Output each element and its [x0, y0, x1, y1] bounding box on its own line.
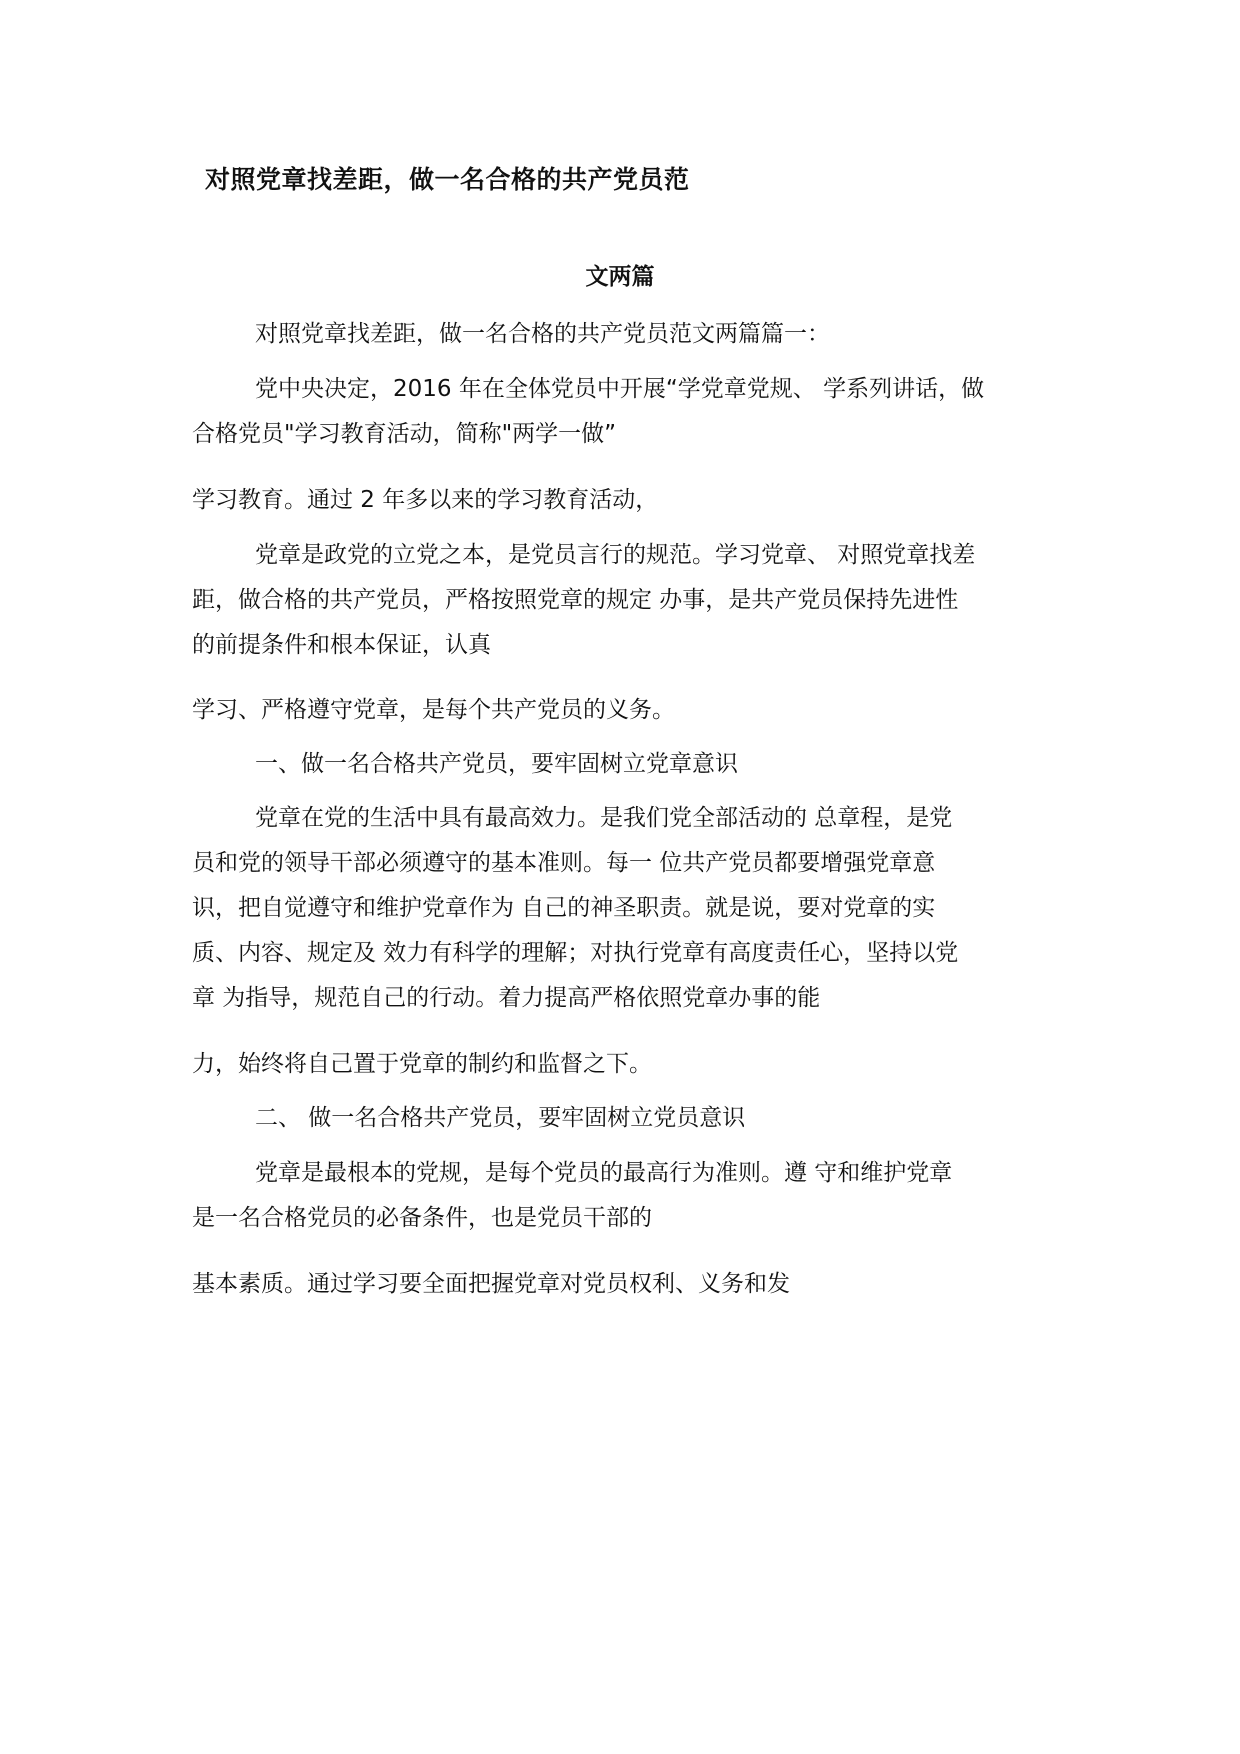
paragraph [192, 533, 1072, 668]
section-heading-one [192, 742, 1072, 787]
paragraph-line: 质、内容、规定及 效力有科学的理解；对执行党章有高度责任心，坚持以党 [192, 940, 959, 966]
paragraph-line: 对照党章找差距，做一名合格的共产党员范文两篇篇一： [255, 321, 830, 347]
document-title: 对照党章找差距，做一名合格的共产党员范 [205, 165, 690, 194]
paragraph-line: 章 为指导，规范自己的行动。着力提高严格依照党章办事的能 [192, 985, 821, 1011]
paragraph-line: 距，做合格的共产党员，严格按照党章的规定 办事，是共产党员保持先进性 [192, 587, 959, 613]
paragraph [192, 367, 1072, 457]
section-heading-two [192, 1096, 1072, 1141]
paragraph [192, 312, 1072, 357]
paragraph-line: 一、做一名合格共产党员，要牢固树立党章意识 [255, 751, 738, 777]
paragraph-line: 是一名合格党员的必备条件，也是党员干部的 [192, 1205, 652, 1231]
paragraph-line: 学习教育。通过 2 年多以来的学习教育活动， [192, 487, 659, 513]
document-subtitle: 文两篇 [585, 264, 655, 290]
paragraph-line: 识，把自觉遵守和维护党章作为 自己的神圣职责。就是说，要对党章的实 [192, 895, 936, 921]
paragraph [192, 1262, 1072, 1307]
paragraph-line: 力，始终将自己置于党章的制约和监督之下。 [192, 1051, 652, 1077]
paragraph-line: 合格党员"学习教育活动，简称"两学一做” [192, 421, 617, 447]
paragraph-line: 党章在党的生活中具有最高效力。是我们党全部活动的 总章程，是党 [255, 805, 953, 831]
paragraph-line: 的前提条件和根本保证，认真 [192, 632, 491, 658]
paragraph [192, 796, 1072, 1021]
paragraph-line: 学习、严格遵守党章，是每个共产党员的义务。 [192, 697, 675, 723]
paragraph-line: 党章是最根本的党规，是每个党员的最高行为准则。遵 守和维护党章 [255, 1160, 953, 1186]
paragraph-line: 二、 做一名合格共产党员，要牢固树立党员意识 [255, 1105, 746, 1131]
paragraph [192, 688, 1072, 733]
paragraph [192, 1042, 1072, 1087]
paragraph-line: 党章是政党的立党之本，是党员言行的规范。学习党章、 对照党章找差 [255, 542, 976, 568]
paragraph-line: 党中央决定，2016 年在全体党员中开展“学党章党规、 学系列讲话，做 [255, 376, 985, 402]
paragraph-line: 员和党的领导干部必须遵守的基本准则。每一 位共产党员都要增强党章意 [192, 850, 936, 876]
paragraph [192, 1151, 1072, 1241]
paragraph-line: 基本素质。通过学习要全面把握党章对党员权利、义务和发 [192, 1271, 790, 1297]
paragraph [192, 478, 1072, 523]
